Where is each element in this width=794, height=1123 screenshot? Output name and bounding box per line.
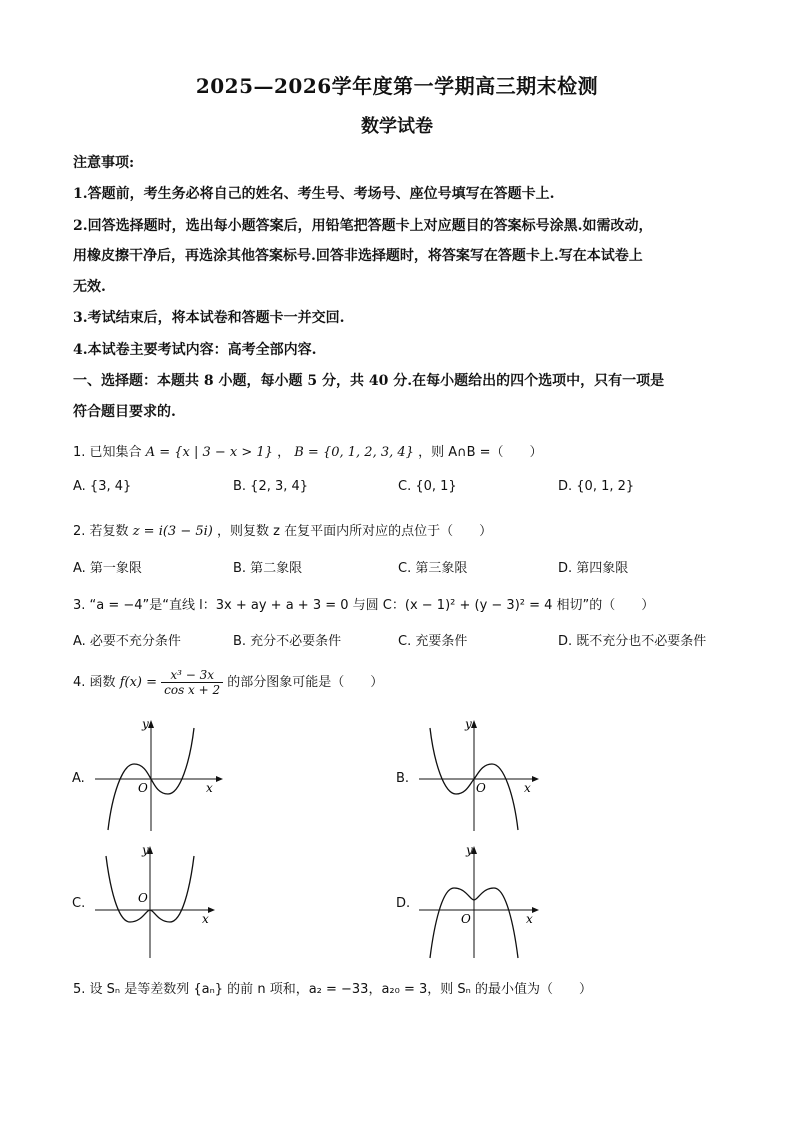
graph-b-x-label: x <box>524 781 531 795</box>
question-1-option-b[interactable]: B. {2, 3, 4} <box>233 479 309 494</box>
question-2-suffix: ，则复数 z 在复平面内所对应的点位于（ ） <box>217 524 493 539</box>
graph-c-origin: O <box>138 891 148 905</box>
question-4-prefix: 4. 函数 <box>73 675 116 690</box>
graph-c-y-label: y <box>142 843 149 857</box>
graph-d-x-label: x <box>526 912 533 926</box>
question-4-function-name: f(x) = <box>119 675 157 690</box>
question-2-option-d[interactable]: D. 第四象限 <box>558 561 629 576</box>
question-3-option-d[interactable]: D. 既不充分也不必要条件 <box>558 634 707 649</box>
question-1-option-d[interactable]: D. {0, 1, 2} <box>558 479 635 494</box>
question-1-option-c[interactable]: C. {0, 1} <box>398 479 457 494</box>
notice-heading: 注意事项: <box>73 155 135 171</box>
graph-b-origin: O <box>476 781 486 795</box>
question-2-expression: z = i(3 − 5i) <box>132 524 213 539</box>
question-1-set-a: A = {x | 3 − x > 1} <box>145 445 273 460</box>
question-2-option-b[interactable]: B. 第二象限 <box>233 561 303 576</box>
notice-item-1: 1.答题前，考生务必将自己的姓名、考生号、考场号、座位号填写在答题卡上. <box>73 186 555 202</box>
graph-a[interactable] <box>90 716 230 836</box>
exam-subtitle: 数学试卷 <box>361 116 433 137</box>
question-4-option-b[interactable]: B. <box>396 771 410 786</box>
notice-item-4: 4.本试卷主要考试内容：高考全部内容. <box>73 342 317 358</box>
question-1 <box>73 441 743 460</box>
notice-item-2c: 无效. <box>73 279 106 295</box>
question-4-numerator: x³ − 3x <box>161 668 223 683</box>
question-2-prefix: 2. 若复数 <box>73 524 129 539</box>
question-4 <box>73 668 743 697</box>
graph-d[interactable] <box>414 842 554 962</box>
graph-d-x-arrow <box>532 907 539 913</box>
notice-item-2b: 用橡皮擦干净后，再选涂其他答案标号.回答非选择题时，将答案写在答题卡上.写在本试卷上 <box>73 248 643 264</box>
question-1-prefix: 1. 已知集合 <box>73 445 142 460</box>
graph-b-y-label: y <box>465 717 472 731</box>
graph-a-origin: O <box>138 781 148 795</box>
graph-c-x-label: x <box>202 912 209 926</box>
question-1-option-a[interactable]: A. {3, 4} <box>73 479 132 494</box>
question-2-option-c[interactable]: C. 第三象限 <box>398 561 468 576</box>
question-1-suffix: ，则 A∩B =（ ） <box>418 445 543 460</box>
question-4-option-c[interactable]: C. <box>72 896 86 911</box>
question-1-set-b: B = {0, 1, 2, 3, 4} <box>294 445 414 460</box>
question-2 <box>73 520 743 539</box>
section-heading-line1: 一、选择题：本题共 8 小题，每小题 5 分，共 40 分.在每小题给出的四个选项中，只有一项是 <box>73 373 665 389</box>
notice-item-3: 3.考试结束后，将本试卷和答题卡一并交回. <box>73 310 345 326</box>
graph-b-y-arrow <box>471 720 477 728</box>
graph-b-x-arrow <box>532 776 539 782</box>
section-heading-line2: 符合题目要求的. <box>73 404 176 420</box>
question-4-suffix: 的部分图象可能是（ ） <box>227 675 384 690</box>
question-4-option-a[interactable]: A. <box>72 771 85 786</box>
question-4-option-d[interactable]: D. <box>396 896 411 911</box>
question-5: 5. 设 Sₙ 是等差数列 {aₙ} 的前 n 项和，a₂ = −33，a₂₀ = 3，则 Sₙ 的最小值为（ ） <box>73 982 592 997</box>
question-3-option-a[interactable]: A. 必要不充分条件 <box>73 634 181 649</box>
question-3-option-b[interactable]: B. 充分不必要条件 <box>233 634 342 649</box>
question-1-separator: ， <box>277 445 291 460</box>
question-4-fraction <box>161 668 223 697</box>
graph-a-x-arrow <box>216 776 223 782</box>
notice-item-2a: 2.回答选择题时，选出每小题答案后，用铅笔把答题卡上对应题目的答案标号涂黑.如需改动， <box>73 218 653 234</box>
question-3: 3. “a = −4”是“直线 l：3x + ay + a + 3 = 0 与圆 C：(x − 1)² + (y − 3)² = 4 相切”的（ ） <box>73 598 655 613</box>
graph-b[interactable] <box>414 716 554 836</box>
exam-title: 2025—2026学年度第一学期高三期末检测 <box>195 74 599 98</box>
graph-c[interactable] <box>90 842 230 962</box>
graph-a-y-label: y <box>142 717 149 731</box>
graph-d-origin: O <box>461 912 471 926</box>
graph-c-x-arrow <box>208 907 215 913</box>
question-4-denominator: cos x + 2 <box>164 683 221 697</box>
graph-a-y-arrow <box>148 720 154 728</box>
question-3-option-c[interactable]: C. 充要条件 <box>398 634 468 649</box>
question-2-option-a[interactable]: A. 第一象限 <box>73 561 142 576</box>
graph-a-x-label: x <box>206 781 213 795</box>
graph-d-y-label: y <box>466 843 473 857</box>
